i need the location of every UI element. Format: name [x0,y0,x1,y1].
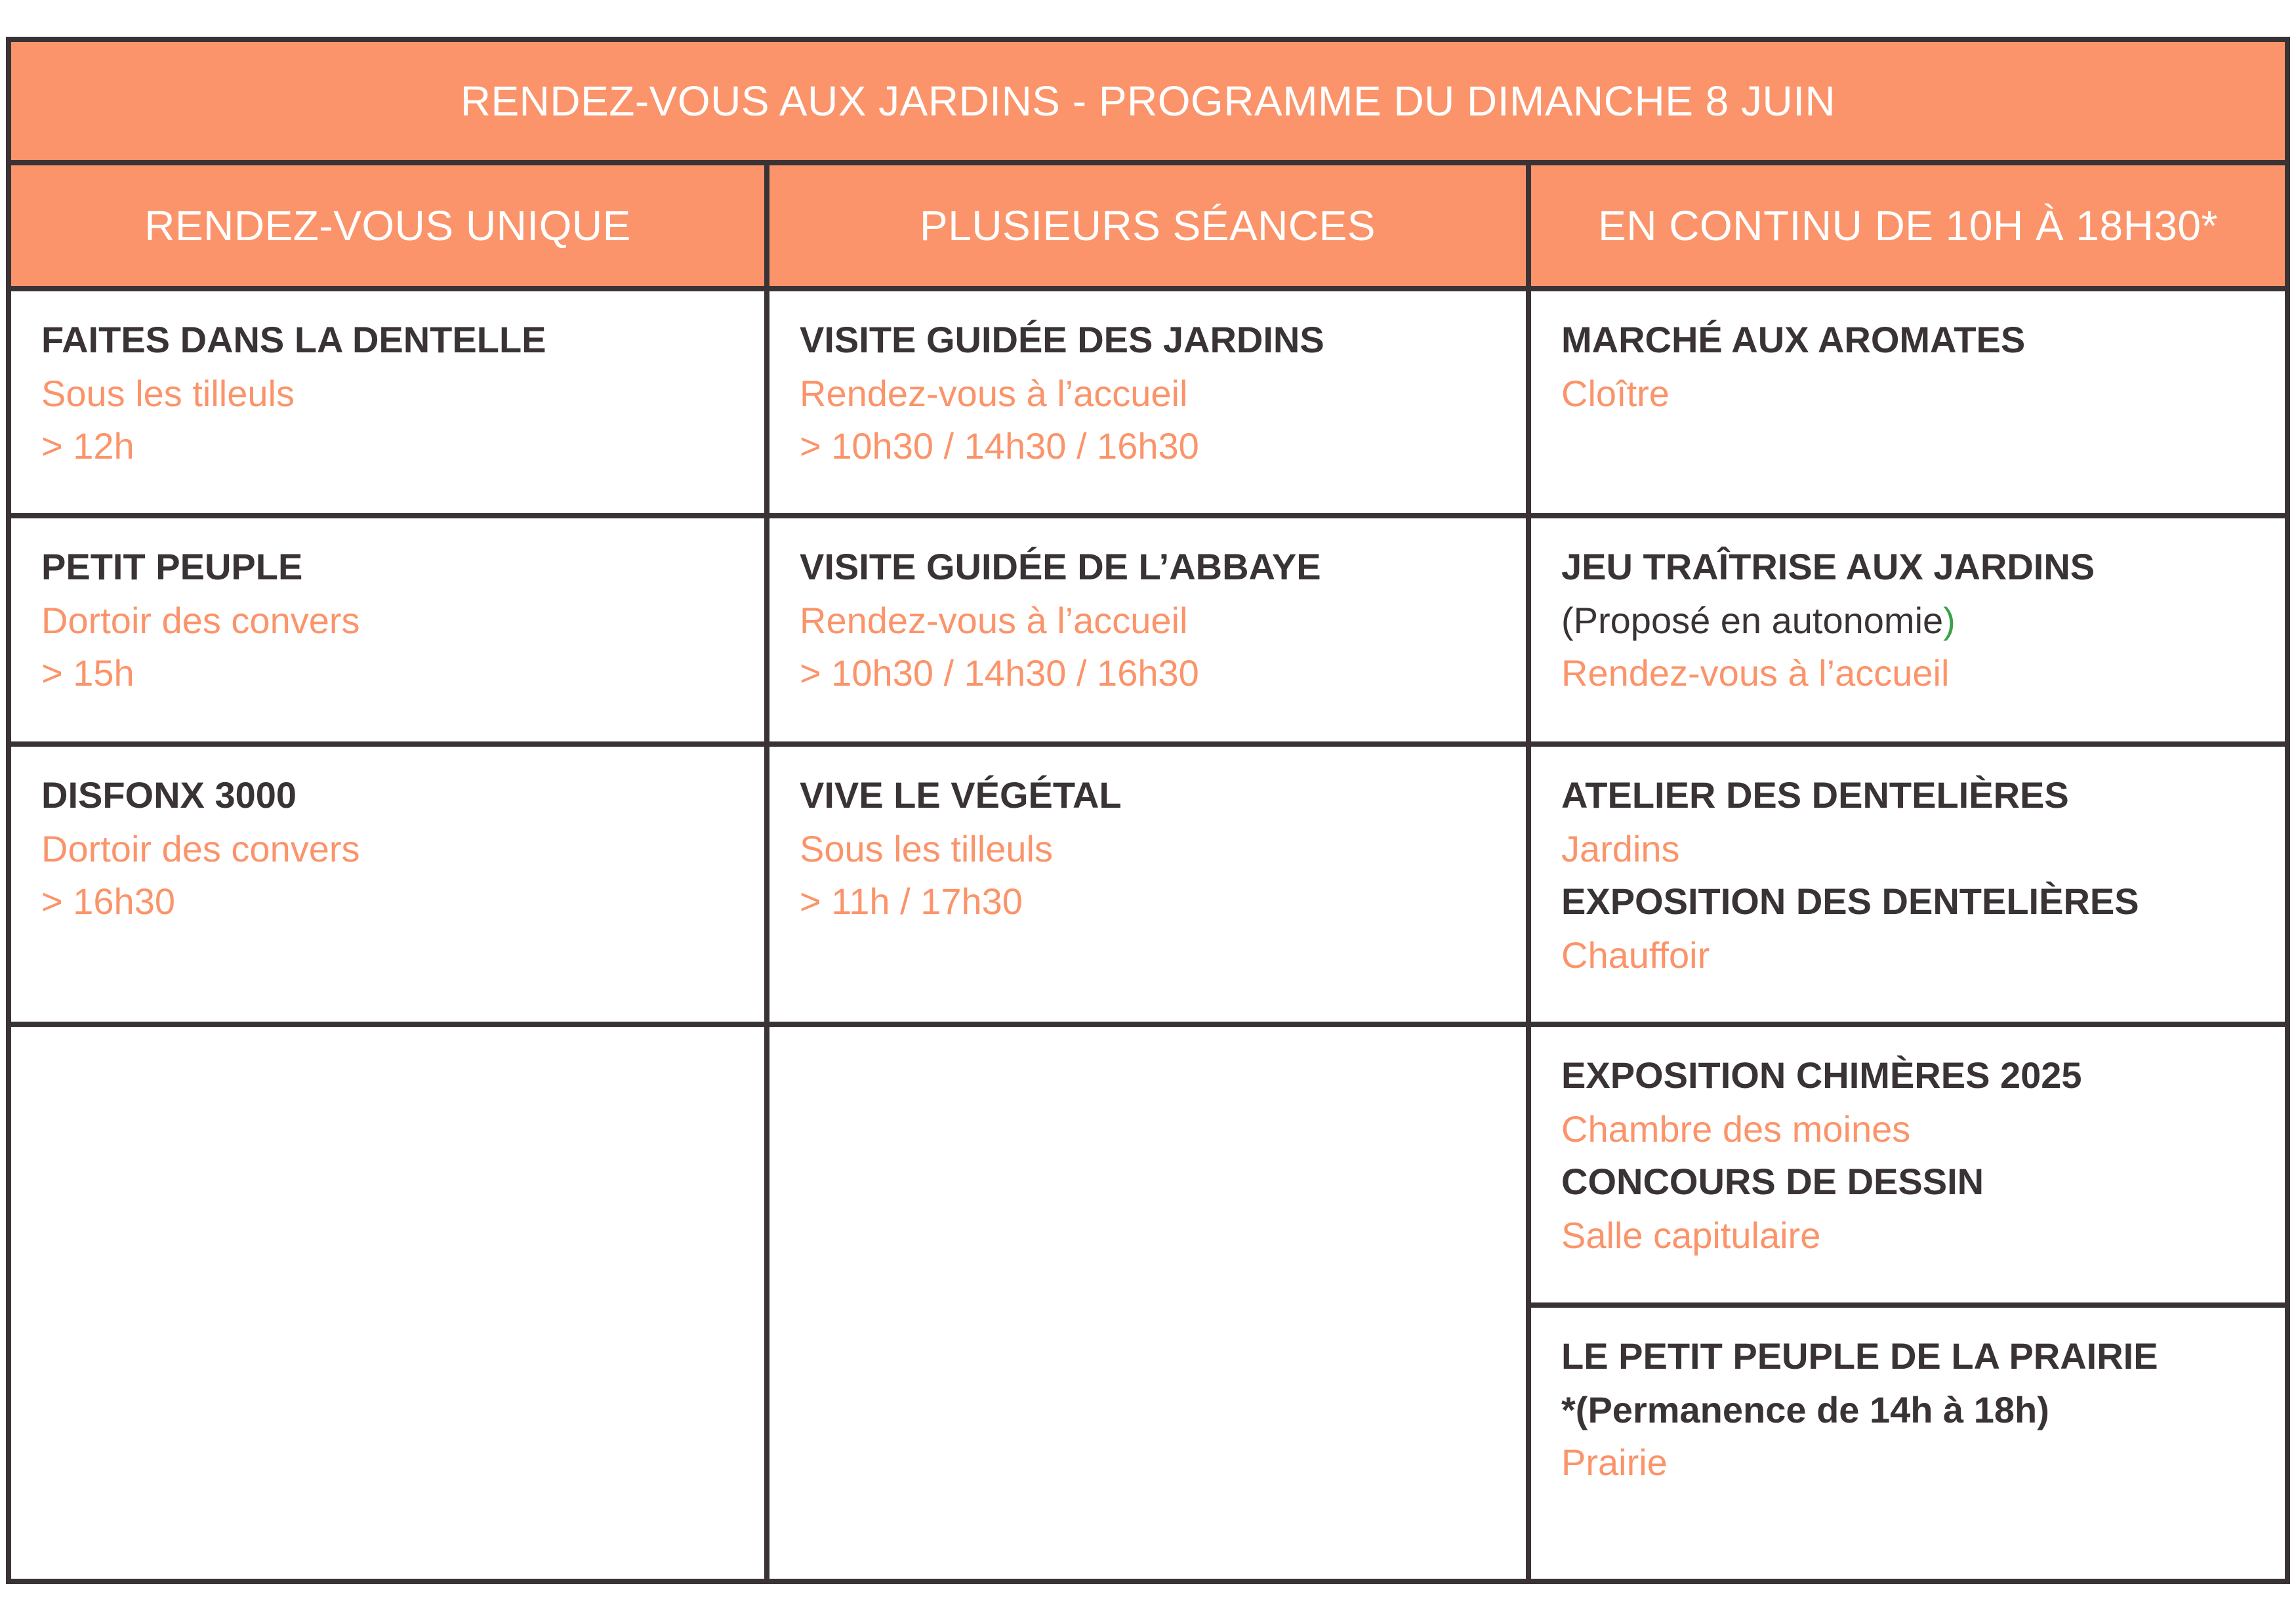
event-cell [1531,1027,2285,1302]
event-location: Sous les tilleuls [41,373,295,414]
event-cell [769,518,1526,741]
event-location: Dortoir des convers [41,600,360,641]
event-title: LE PETIT PEUPLE DE LA PRAIRIE [1561,1335,2158,1377]
event-cell [1531,747,2285,1022]
event-title: FAITES DANS LA DENTELLE [41,319,546,360]
event-title: PETIT PEUPLE [41,546,303,587]
event-time: > 15h [41,652,134,694]
event-time: > 16h30 [41,881,175,922]
event-time: > 10h30 / 14h30 / 16h30 [800,425,1199,467]
table-title: RENDEZ-VOUS AUX JARDINS - PROGRAMME DU DIMANCHE 8 JUIN [11,42,2285,160]
event-location: Chambre des moines [1561,1108,1911,1150]
event-location: Jardins [1561,828,1680,869]
event-title: VISITE GUIDÉE DES JARDINS [800,319,1324,360]
event-location: Chauffoir [1561,934,1710,976]
event-location: Rendez-vous à l’accueil [800,373,1188,414]
event-note-paren: ) [1943,600,1956,641]
divider [764,165,769,1584]
event-time: > 11h / 17h30 [800,881,1023,922]
event-cell [11,747,764,1022]
event-title: DISFONX 3000 [41,774,297,816]
event-title: EXPOSITION CHIMÈRES 2025 [1561,1054,2082,1096]
event-location: Dortoir des convers [41,828,360,869]
column-header-seances: PLUSIEURS SÉANCES [769,165,1526,286]
empty-cell [769,1027,1526,1579]
event-title: VISITE GUIDÉE DE L’ABBAYE [800,546,1321,587]
event-cell [11,518,764,741]
event-cell [1531,1308,2285,1579]
event-title: VIVE LE VÉGÉTAL [800,774,1122,816]
event-cell [11,291,764,513]
column-header-continu: EN CONTINU DE 10H À 18H30* [1531,165,2285,286]
divider [6,1022,2290,1027]
event-note-text: (Proposé en autonomie [1561,600,1944,641]
event-cell [1531,518,2285,741]
event-location: Cloître [1561,373,1670,414]
event-cell [769,291,1526,513]
event-cell [769,747,1526,1022]
event-location: Sous les tilleuls [800,828,1053,869]
event-note [1561,602,1956,639]
event-title: CONCOURS DE DESSIN [1561,1161,1984,1202]
event-location: Prairie [1561,1442,1668,1483]
event-title: JEU TRAÎTRISE AUX JARDINS [1561,546,2095,587]
divider [1526,165,1531,1584]
divider [6,160,2290,165]
column-header-unique: RENDEZ-VOUS UNIQUE [11,165,764,286]
event-location: Rendez-vous à l’accueil [800,600,1188,641]
event-time: > 12h [41,425,134,467]
event-note: *(Permanence de 14h à 18h) [1561,1389,2049,1430]
divider [6,741,2290,747]
empty-cell [11,1027,764,1579]
event-title: EXPOSITION DES DENTELIÈRES [1561,881,2139,922]
event-location: Salle capitulaire [1561,1215,1821,1256]
divider [1526,1302,2290,1308]
divider [6,513,2290,518]
event-title: ATELIER DES DENTELIÈRES [1561,774,2069,816]
event-title: MARCHÉ AUX AROMATES [1561,319,2026,360]
divider [6,286,2290,291]
event-cell [1531,291,2285,513]
event-time: > 10h30 / 14h30 / 16h30 [800,652,1199,694]
event-location: Rendez-vous à l’accueil [1561,652,1950,694]
